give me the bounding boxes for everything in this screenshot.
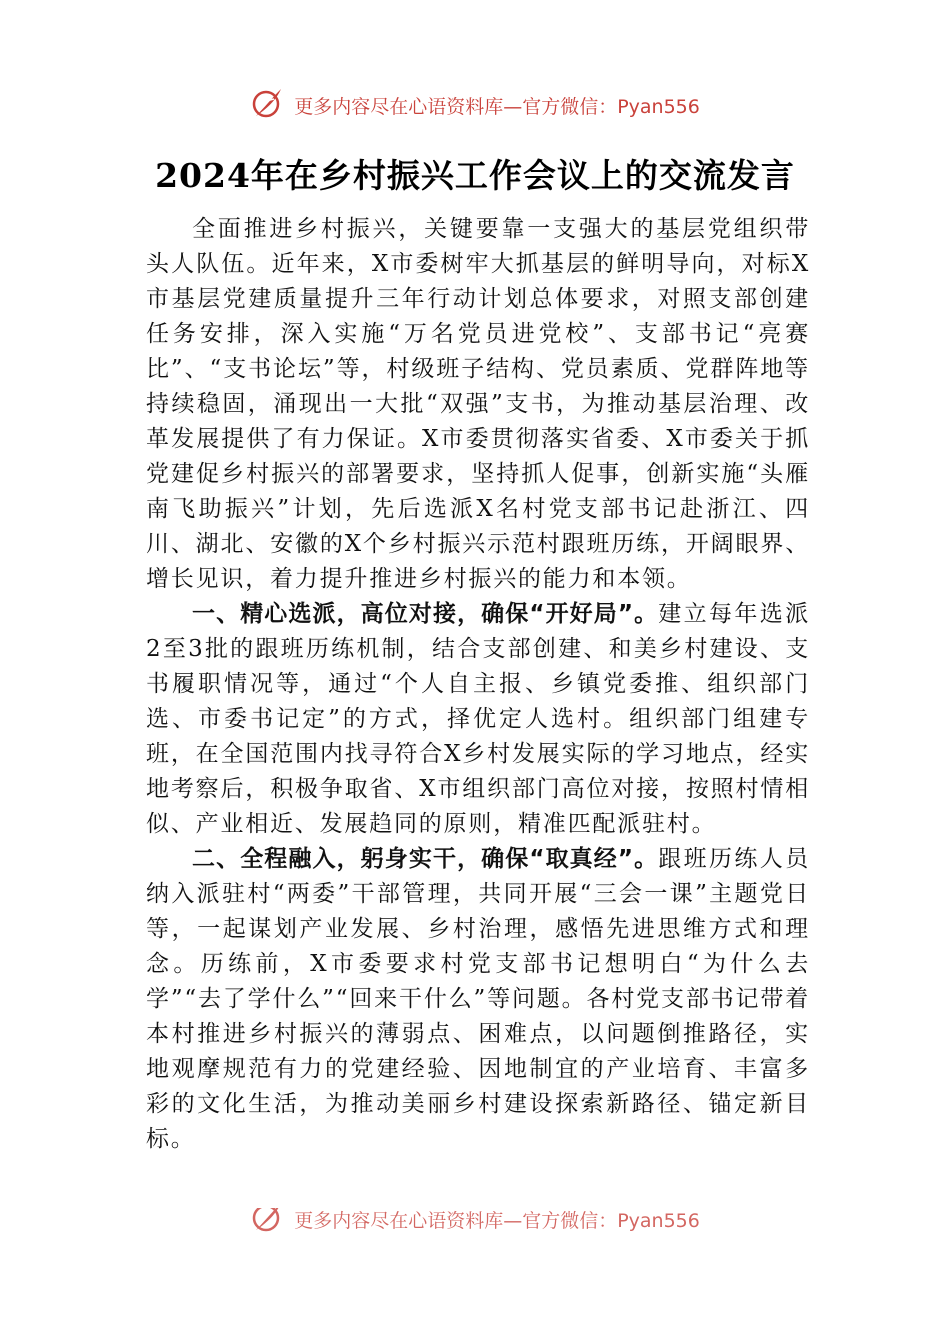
document-title: 2024年在乡村振兴工作会议上的交流发言 bbox=[155, 156, 795, 195]
quill-logo-icon bbox=[250, 1208, 284, 1232]
paragraph-section-2 bbox=[146, 842, 810, 1157]
section-heading: 一、精心选派，高位对接，确保“开好局”。 bbox=[192, 601, 659, 627]
document-body bbox=[146, 212, 810, 1157]
paragraph-section-1 bbox=[146, 597, 810, 842]
watermark-text: 更多内容尽在心语资料库—官方微信：Pyan556 bbox=[294, 1210, 700, 1232]
watermark-text: 更多内容尽在心语资料库—官方微信：Pyan556 bbox=[294, 96, 700, 118]
header-watermark bbox=[0, 86, 950, 125]
paragraph-intro bbox=[146, 212, 810, 597]
paragraph-text: 建立每年选派2至3批的跟班历练机制，结合支部创建、和美乡村建设、支书履职情况等，通过“个人自主报、乡镇党委推、组织部门选、市委书记定”的方式，择优定人选村。组织部门组建专班，在全国范围内找寻符合X乡村发展实际的学习地点，经实地考察后，积极争取省、X市组织部门高位对接，按照村情相似、产业相近、发展趋同的原则，精准匹配派驻村。 bbox=[146, 601, 810, 837]
section-heading: 二、全程融入，躬身实干，确保“取真经”。 bbox=[192, 846, 659, 872]
paragraph-text: 跟班历练人员纳入派驻村“两委”干部管理，共同开展“三会一课”主题党日等，一起谋划产业发展、乡村治理，感悟先进思维方式和理念。历练前，X市委要求村党支部书记想明白“为什么去学”“去了学什么”“回来干什么”等问题。各村党支部书记带着本村推进乡村振兴的薄弱点、困难点，以问题倒推路径，实地观摩规范有力的党建经验、因地制宜的产业培育、丰富多彩的文化生活，为推动美丽乡村建设探索新路径、锚定新目标。 bbox=[146, 846, 810, 1152]
footer-watermark bbox=[0, 1208, 950, 1232]
paragraph-text: 全面推进乡村振兴，关键要靠一支强大的基层党组织带头人队伍。近年来，X市委树牢大抓基层的鲜明导向，对标X市基层党建质量提升三年行动计划总体要求，对照支部创建任务安排，深入实施“万名党员进党校”、支部书记“亮赛比”、“支书论坛”等，村级班子结构、党员素质、党群阵地等持续稳固，涌现出一大批“双强”支书，为推动基层治理、改革发展提供了有力保证。X市委贯彻落实省委、X市委关于抓党建促乡村振兴的部署要求，坚持抓人促事，创新实施“头雁南飞助振兴”计划，先后选派X名村党支部书记赴浙江、四川、湖北、安徽的X个乡村振兴示范村跟班历练，开阔眼界、增长见识，着力提升推进乡村振兴的能力和本领。 bbox=[146, 216, 810, 592]
quill-logo-icon bbox=[250, 86, 284, 125]
